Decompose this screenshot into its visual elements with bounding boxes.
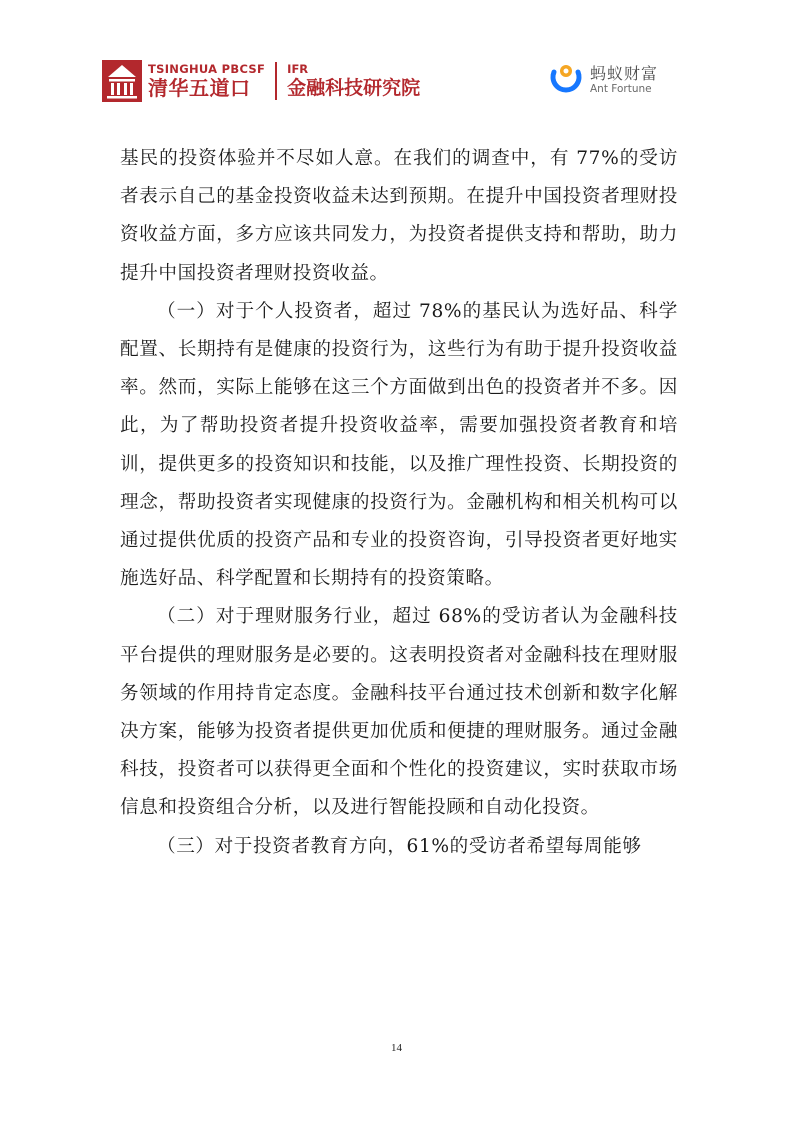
ifr-chinese-name: 金融科技研究院 [287,77,421,99]
tsinghua-chinese-name: 清华五道口 [148,76,251,100]
ant-fortune-chinese-name: 蚂蚁财富 [590,64,659,83]
page-number: 14 [391,1042,402,1054]
ant-fortune-emblem-icon [548,62,584,98]
ifr-english-name: IFR [287,62,309,76]
paragraph-continuation: 基民的投资体验并不尽如人意。在我们的调查中，有 77%的受访者表示自己的基金投资收益未达到预期。在提升中国投资者理财投资收益方面，多方应该共同发力，为投资者提供支持和帮助，助力提升中国投资者理财投资收益。 [120,148,678,284]
logo-divider [275,62,277,100]
paragraph-wealth-service-industry: （二）对于理财服务行业，超过 68%的受访者认为金融科技平台提供的理财服务是必要的。这表明投资者对金融科技在理财服务领域的作用持肯定态度。金融科技平台通过技术创新和数字化解决方案，能够为投资者提供更加优质和便捷的理财服务。通过金融科技，投资者可以获得更全面和个性化的投资建议，实时获取市场信息和投资组合分析，以及进行智能投顾和自动化投资。 [120,606,678,819]
ant-fortune-logo [548,62,658,98]
tsinghua-ifr-logo [102,60,420,102]
paragraph-investor-education: （三）对于投资者教育方向，61%的受访者希望每周能够 [157,835,642,857]
paragraph-individual-investors: （一）对于个人投资者，超过 78%的基民认为选好品、科学配置、长期持有是健康的投资行为，这些行为有助于提升投资收益率。然而，实际上能够在这三个方面做到出色的投资者并不多。因此，为了帮助投资者提升投资收益率，需要加强投资者教育和培训，提供更多的投资知识和技能，以及推广理性投资、长期投资的理念，帮助投资者实现健康的投资行为。金融机构和相关机构可以通过提供优质的投资产品和专业的投资咨询，引导投资者更好地实施选好品、科学配置和长期持有的投资策略。 [120,300,678,590]
page-header [0,0,793,120]
ant-fortune-english-name: Ant Fortune [590,83,652,95]
tsinghua-english-name: TSINGHUA PBCSF [148,62,266,76]
tsinghua-pbcsf-emblem-icon [102,60,142,102]
document-body [120,140,678,866]
